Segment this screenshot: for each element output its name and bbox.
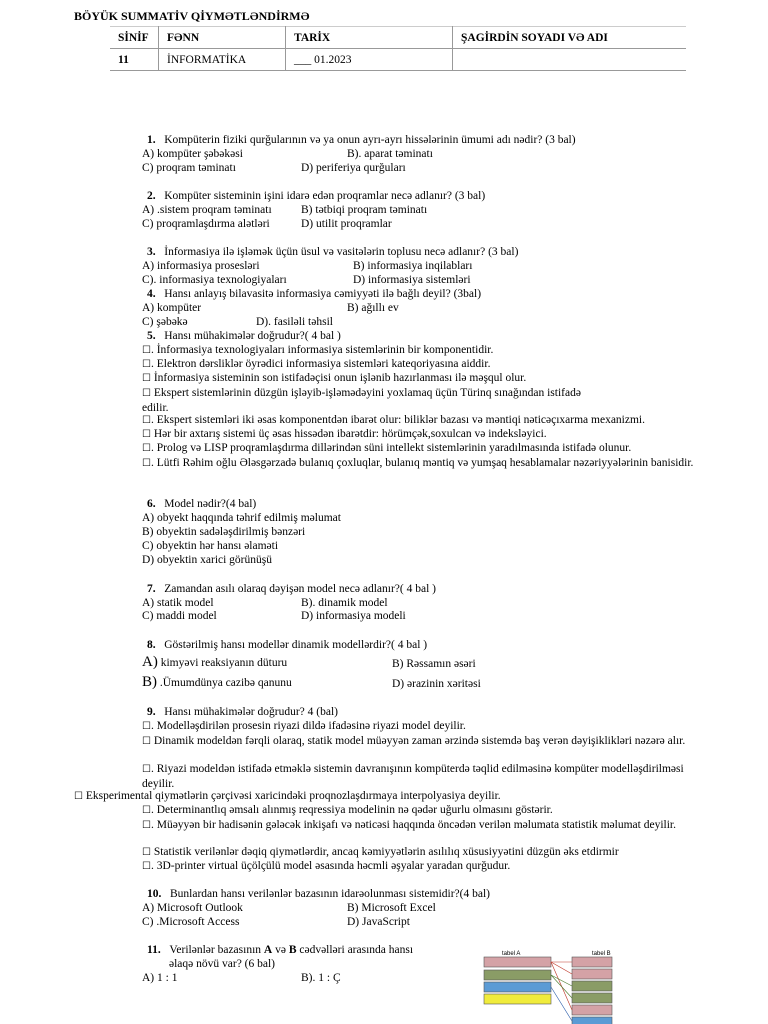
question-4 xyxy=(147,288,481,300)
question-3 xyxy=(147,246,518,258)
checkbox-icon[interactable]: ☐ xyxy=(142,805,151,816)
q1-option-b[interactable]: B). aparat təminatı xyxy=(347,148,433,160)
checkbox-icon[interactable]: ☐ xyxy=(142,847,151,858)
question-text: Model nədir?(4 bal) xyxy=(164,498,257,510)
q10-option-d[interactable]: D) JavaScript xyxy=(347,916,410,928)
q9-statement[interactable] xyxy=(142,846,619,858)
table-b-row xyxy=(572,1017,612,1024)
q9-statement[interactable]: ☐. Müəyyən bir hadisənin gələcək inkişafı və nəticəsi haqqında öncədən verilən məlumata statistik məlumat deyilir. xyxy=(142,819,676,831)
q5-statement[interactable]: ☐. Ekspert sistemləri iki əsas komponentdən ibarət olur: biliklər bazası və məntiqi nəticəçıxarma mexanizmi. xyxy=(142,414,645,426)
q10-option-b[interactable]: B) Microsoft Excel xyxy=(347,902,436,914)
q10-option-c[interactable]: C) .Microsoft Access xyxy=(142,916,240,928)
value-student-name[interactable] xyxy=(453,49,687,71)
question-number: 2. xyxy=(147,190,156,202)
q2-option-a[interactable]: A) .sistem proqram təminatı xyxy=(142,204,272,216)
question-1 xyxy=(147,134,576,146)
q6-option-d[interactable]: D) obyektin xarici görünüşü xyxy=(142,554,272,566)
option-text: kimyəvi reaksiyanın düturu xyxy=(160,657,288,669)
statement-text: Riyazi modeldən istifadə etməklə sistemin davranışının kompüterdə təqlid edilməsinə kompüter modelləşdirilməsi deyilir. xyxy=(142,763,684,790)
question-text: Bunlardan hansı verilənlər bazasının idarəolunması sistemidir?(4 bal) xyxy=(170,888,490,900)
table-b-row xyxy=(572,1005,612,1015)
option-text: .Ümumdünya cazibə qanunu xyxy=(159,677,292,689)
statement-text: Ekspert sistemləri iki əsas komponentdən ibarət olur: biliklər bazası və məntiqi nəticəçıxarma mexanizmi. xyxy=(156,414,645,426)
checkbox-icon[interactable]: ☐ xyxy=(142,359,151,370)
header-subject: FƏNN xyxy=(159,27,286,49)
statement-text: Elektron dərsliklər öyrədici informasiya sistemləri kateqoriyasına aiddir. xyxy=(156,358,491,370)
question-number: 1. xyxy=(147,134,156,146)
q9-statement[interactable] xyxy=(142,734,702,749)
checkbox-icon[interactable]: ☐ xyxy=(142,458,151,469)
value-class: 11 xyxy=(110,49,159,71)
q8-option-b[interactable]: B) Rəssamın əsəri xyxy=(392,658,476,670)
question-text: İnformasiya ilə işləmək üçün üsul və vasitələrin toplusu necə adlanır? (3 bal) xyxy=(164,246,519,258)
question-7 xyxy=(147,583,436,595)
question-6 xyxy=(147,498,256,510)
q4-option-b[interactable]: B) ağıllı ev xyxy=(347,302,399,314)
question-number: 4. xyxy=(147,288,156,300)
table-a-row xyxy=(484,957,551,967)
q9-statement[interactable]: ☐. 3D-printer virtual üçölçülü model əsasında həcmli əşyalar yaradan qurğudur. xyxy=(142,860,511,872)
statement-text: Dinamik modeldən fərqli olaraq, statik model müəyyən zaman ərzində sistemdə baş verən dəyişiklikləri nəzərə alır. xyxy=(153,735,686,747)
value-subject: İNFORMATİKA xyxy=(159,49,286,71)
question-number: 6. xyxy=(147,498,156,510)
q3-option-c[interactable]: C). informasiya texnologiyaları xyxy=(142,274,287,286)
question-text: Hansı mühakimələr doğrudur? 4 (bal) xyxy=(164,706,338,718)
question-5 xyxy=(147,330,341,342)
question-number: 5. xyxy=(147,330,156,342)
table-b-row xyxy=(572,993,612,1003)
checkbox-icon[interactable]: ☐ xyxy=(142,861,151,872)
relation-lines xyxy=(551,962,572,1021)
q5-statement[interactable]: ☐. Elektron dərsliklər öyrədici informasiya sistemləri kateqoriyasına aiddir. xyxy=(142,358,491,370)
question-9 xyxy=(147,706,338,718)
q5-statement[interactable] xyxy=(142,386,602,415)
checkbox-icon[interactable]: ☐ xyxy=(142,373,151,384)
q5-statement[interactable]: ☐. İnformasiya texnologiyaları informasiya sistemlərinin bir komponentidir. xyxy=(142,344,494,356)
checkbox-icon[interactable]: ☐ xyxy=(142,415,151,426)
table-b-row xyxy=(572,981,612,991)
q4-option-a[interactable]: A) kompüter xyxy=(142,302,202,314)
q6-option-c[interactable]: C) obyektin hər hansı əlaməti xyxy=(142,540,279,552)
table-b-row xyxy=(572,969,612,979)
question-10 xyxy=(147,888,490,900)
q1-option-c[interactable]: C) proqram təminatı xyxy=(142,162,236,174)
checkbox-icon[interactable]: ☐ xyxy=(142,820,151,831)
q9-statement[interactable]: ☐. Riyazi modeldən istifadə etməklə sistemin davranışının kompüterdə təqlid edilməsinə kompüter modelləşdirilməsi deyilir. xyxy=(142,763,684,790)
q5-statement[interactable] xyxy=(142,428,547,440)
info-table xyxy=(110,26,686,71)
table-a-label: tabel A xyxy=(502,951,521,957)
statement-text: Hər bir axtarış sistemi üç əsas hissədən ibarətdir: hörümçək,soxulcan və indeksləyici. xyxy=(153,428,547,440)
q11-option-b[interactable]: B). 1 : Ç xyxy=(301,972,341,984)
header-class: SİNİF xyxy=(110,27,159,49)
checkbox-icon[interactable]: ☐ xyxy=(142,345,151,356)
q2-option-b[interactable]: B) tətbiqi proqram təminatı xyxy=(301,204,428,216)
q8-option-a[interactable] xyxy=(142,654,287,671)
question-number: 7. xyxy=(147,583,156,595)
table-a-row xyxy=(484,994,551,1004)
checkbox-icon[interactable]: ☐ xyxy=(142,736,151,747)
option-letter: B) xyxy=(142,674,157,690)
checkbox-icon[interactable]: ☐ xyxy=(74,791,83,802)
q7-option-d[interactable]: D) informasiya modeli xyxy=(301,610,406,622)
table-b-row xyxy=(572,957,612,967)
question-text: Hansı mühakimələr doğrudur?( 4 bal ) xyxy=(164,330,341,342)
q5-statement[interactable] xyxy=(142,372,526,384)
statement-text: Eksperimental qiymətlərin çərçivəsi xaricindəki proqnozlaşdırmaya interpolyasiya deyilir. xyxy=(85,790,501,802)
q1-option-d[interactable]: D) periferiya qurğuları xyxy=(301,162,406,174)
q7-option-c[interactable]: C) maddi model xyxy=(142,610,217,622)
question-text: Kompüter sisteminin işini idarə edən proqramlar necə adlanır? (3 bal) xyxy=(164,190,486,202)
q11-option-a[interactable]: A) 1 : 1 xyxy=(142,972,178,984)
q4-option-c[interactable]: C) şəbəkə xyxy=(142,316,188,328)
q5-statement[interactable]: ☐. Lütfi Rəhim oğlu Ələsgərzadə bulanıq çoxluqlar, bulanıq məntiq və yumşaq hesablamalar nəzəriyyələrinin banisidir. xyxy=(142,457,694,469)
statement-text: Müəyyən bir hadisənin gələcək inkişafı və nəticəsi haqqında öncədən verilən məlumata statistik məlumat deyilir. xyxy=(156,819,676,831)
statement-text: İnformasiya texnologiyaları informasiya sistemlərinin bir komponentidir. xyxy=(156,344,494,356)
q4-option-d[interactable]: D). fasiləli təhsil xyxy=(256,316,333,328)
question-text: Zamandan asılı olaraq dəyişən model necə adlanır?( 4 bal ) xyxy=(164,583,436,595)
question-11 xyxy=(147,944,413,956)
table-a-ref: A xyxy=(263,944,273,956)
q8-option-c[interactable] xyxy=(142,674,292,691)
q5-statement[interactable]: ☐. Prolog və LISP proqramlaşdırma dillərindən süni intellekt sistemlərinin yaradılmasında istifadə olunur. xyxy=(142,442,632,454)
checkbox-icon[interactable]: ☐ xyxy=(142,388,151,399)
question-8 xyxy=(147,639,427,651)
question-2 xyxy=(147,190,485,202)
question-text: Hansı anlayış bilavasitə informasiya cəmiyyəti ilə bağlı deyil? (3bal) xyxy=(164,288,482,300)
checkbox-icon[interactable]: ☐ xyxy=(142,721,151,732)
document-title: BÖYÜK SUMMATİV QİYMƏTLƏNDİRMƏ xyxy=(74,9,310,23)
checkbox-icon[interactable]: ☐ xyxy=(142,443,151,454)
table-a-row xyxy=(484,982,551,992)
question-number: 9. xyxy=(147,706,156,718)
question-number: 3. xyxy=(147,246,156,258)
q9-statement[interactable]: ☐. Modelləşdirilən prosesin riyazi dildə ifadəsinə riyazi model deyilir. xyxy=(142,720,466,732)
q7-option-a[interactable]: A) statik model xyxy=(142,597,214,609)
question-11-line2: əlaqə növü var? (6 bal) xyxy=(169,958,276,970)
q3-option-d[interactable]: D) informasiya sistemləri xyxy=(353,274,471,286)
q6-option-a[interactable]: A) obyekt haqqında təhrif edilmiş məlumat xyxy=(142,512,341,524)
q3-option-b[interactable]: B) informasiya inqilabları xyxy=(353,260,473,272)
header-student-name: ŞAGİRDİN SOYADI VƏ ADI xyxy=(453,27,687,49)
q3-option-a[interactable]: A) informasiya prosesləri xyxy=(142,260,260,272)
statement-text: İnformasiya sisteminin son istifadəçisi onun işlənib hazırlanması ilə məşqul olur. xyxy=(153,372,527,384)
checkbox-icon[interactable]: ☐ xyxy=(142,764,151,775)
q9-statement[interactable] xyxy=(74,790,501,802)
statement-text: Modelləşdirilən prosesin riyazi dildə ifadəsinə riyazi model deyilir. xyxy=(156,720,466,732)
statement-text: 3D-printer virtual üçölçülü model əsasında həcmli əşyalar yaradan qurğudur. xyxy=(156,860,511,872)
q2-option-c[interactable]: C) proqramlaşdırma alətləri xyxy=(142,218,270,230)
q9-statement[interactable]: ☐. Determinantlıq əmsalı alınmış reqressiya modelinin nə qədər uğurlu olmasını göstərir. xyxy=(142,804,553,816)
q6-option-b[interactable]: B) obyektin sadələşdirilmiş bənzəri xyxy=(142,526,306,538)
statement-text: Lütfi Rəhim oğlu Ələsgərzadə bulanıq çoxluqlar, bulanıq məntiq və yumşaq hesablamalar nəzəriyyələrinin banisidir. xyxy=(156,457,694,469)
q8-option-d[interactable]: D) ərazinin xəritəsi xyxy=(392,678,481,690)
table-b-ref: B xyxy=(288,944,297,956)
table-relation-figure xyxy=(482,946,614,1024)
question-text: Verilənlər bazasının xyxy=(169,944,264,956)
option-letter: A) xyxy=(142,654,158,670)
checkbox-icon[interactable]: ☐ xyxy=(142,429,151,440)
question-text: cədvəlləri arasında hansı xyxy=(296,944,414,956)
statement-text: Determinantlıq əmsalı alınmış reqressiya modelinin nə qədər uğurlu olmasını göstərir. xyxy=(156,804,553,816)
q1-option-a[interactable]: A) kompüter şəbəkəsi xyxy=(142,148,243,160)
header-date: TARİX xyxy=(286,27,453,49)
q2-option-d[interactable]: D) utilit proqramlar xyxy=(301,218,392,230)
statement-text: Ekspert sistemlərinin düzgün işləyib-işləmədəyini yoxlamaq üçün Türinq sınağından istifadə edilir. xyxy=(142,387,581,414)
question-text: və xyxy=(272,944,289,956)
question-text: Kompüterin fiziki qurğularının və ya onun ayrı-ayrı hissələrinin ümumi adı nədir? (3 bal) xyxy=(164,134,576,146)
question-text: Göstərilmiş hansı modellər dinamik modellərdir?( 4 bal ) xyxy=(164,639,428,651)
question-number: 10. xyxy=(147,888,162,900)
question-number: 8. xyxy=(147,639,156,651)
q10-option-a[interactable]: A) Microsoft Outlook xyxy=(142,902,243,914)
table-b-label: tabel B xyxy=(592,951,611,957)
question-number: 11. xyxy=(147,944,161,956)
statement-text: Prolog və LISP proqramlaşdırma dillərindən süni intellekt sistemlərinin yaradılmasında istifadə olunur. xyxy=(156,442,632,454)
value-date: ___ 01.2023 xyxy=(286,49,453,71)
table-a-row xyxy=(484,970,551,980)
statement-text: Statistik verilənlər dəqiq qiymətlərdir, ancaq kəmiyyətlərin asılılıq xüsusiyyətini düzgün əks etdirmir xyxy=(153,846,619,858)
q7-option-b[interactable]: B). dinamik model xyxy=(301,597,388,609)
